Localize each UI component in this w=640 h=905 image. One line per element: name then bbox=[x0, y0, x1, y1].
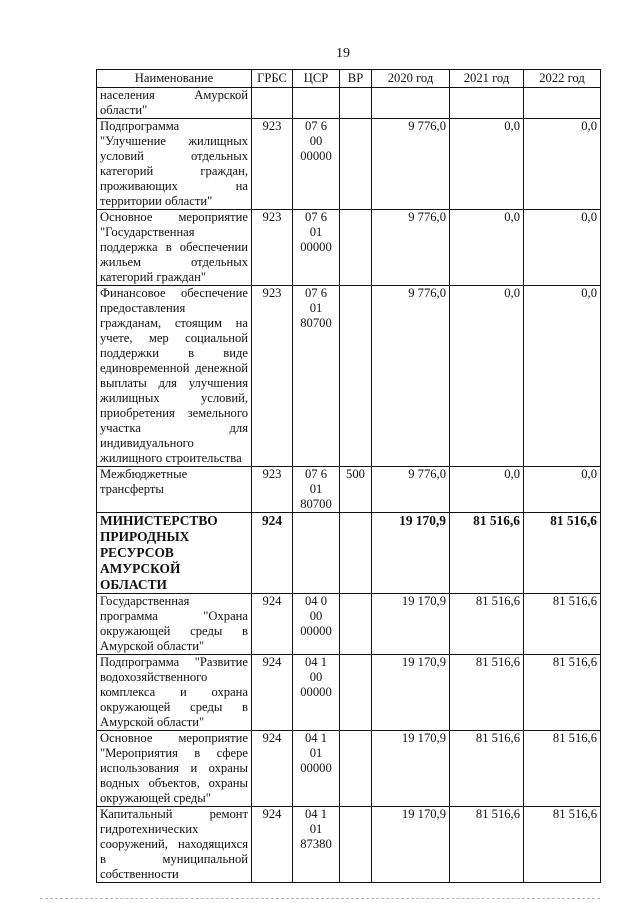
csr-part: 04 1 bbox=[304, 655, 328, 669]
row-csr bbox=[293, 119, 340, 210]
row-csr bbox=[293, 88, 340, 119]
row-2022: 0,0 bbox=[524, 286, 601, 467]
row-csr bbox=[293, 807, 340, 883]
csr-part: 00 bbox=[309, 670, 323, 684]
row-grbs bbox=[252, 88, 293, 119]
csr-part: 01 bbox=[309, 746, 323, 760]
row-name: МИНИСТЕРСТВО ПРИРОДНЫХ РЕСУРСОВ АМУРСКОЙ ОБЛАСТИ bbox=[97, 513, 252, 594]
csr-part: 04 1 bbox=[304, 807, 328, 821]
row-name: Подпрограмма "Улучшение жилищных условий отдельных категорий граждан, проживающих на территории области" bbox=[97, 119, 252, 210]
row-grbs: 924 bbox=[252, 513, 293, 594]
row-name: населения Амурской области" bbox=[97, 88, 252, 119]
row-2021: 81 516,6 bbox=[450, 513, 524, 594]
row-2022: 81 516,6 bbox=[524, 807, 601, 883]
row-name: Государственная программа "Охрана окружающей среды в Амурской области" bbox=[97, 594, 252, 655]
row-2022: 0,0 bbox=[524, 467, 601, 513]
row-2022: 81 516,6 bbox=[524, 513, 601, 594]
row-2020: 19 170,9 bbox=[372, 594, 450, 655]
table-row bbox=[97, 807, 601, 883]
csr-part: 00 bbox=[309, 134, 323, 148]
table-row bbox=[97, 655, 601, 731]
row-2021: 0,0 bbox=[450, 467, 524, 513]
table-row bbox=[97, 210, 601, 286]
row-name: Финансовое обеспечение предоставления гражданам, стоящим на учете, мер социальной поддержки в виде единовременной денежной выплаты для улучшения жилищных условий, приобретения земельного участка для индивидуального жилищного строительства bbox=[97, 286, 252, 467]
csr-part: 00000 bbox=[300, 240, 332, 254]
row-name: Межбюджетные трансферты bbox=[97, 467, 252, 513]
row-name: Капитальный ремонт гидротехнических сооружений, находящихся в муниципальной собственности bbox=[97, 807, 252, 883]
row-vr bbox=[340, 655, 372, 731]
row-2022: 81 516,6 bbox=[524, 655, 601, 731]
row-vr bbox=[340, 594, 372, 655]
row-name: Основное мероприятие "Государственная поддержка в обеспечении жильем отдельных категорий граждан" bbox=[97, 210, 252, 286]
row-vr bbox=[340, 119, 372, 210]
table-row bbox=[97, 594, 601, 655]
row-2020: 9 776,0 bbox=[372, 210, 450, 286]
row-csr bbox=[293, 210, 340, 286]
row-2022 bbox=[524, 88, 601, 119]
row-csr bbox=[293, 286, 340, 467]
row-2021: 81 516,6 bbox=[450, 807, 524, 883]
header-vr: ВР bbox=[340, 70, 372, 88]
row-csr bbox=[293, 655, 340, 731]
csr-part: 01 bbox=[309, 301, 323, 315]
csr-part: 00000 bbox=[300, 685, 332, 699]
row-name: Основное мероприятие "Мероприятия в сфере использования и охраны водных объектов, охраны окружающей среды" bbox=[97, 731, 252, 807]
header-grbs: ГРБС bbox=[252, 70, 293, 88]
row-vr: 500 bbox=[340, 467, 372, 513]
row-vr bbox=[340, 807, 372, 883]
row-vr bbox=[340, 286, 372, 467]
csr-part: 00 bbox=[309, 609, 323, 623]
csr-part: 07 6 bbox=[304, 119, 328, 133]
row-2020: 19 170,9 bbox=[372, 655, 450, 731]
row-2021: 0,0 bbox=[450, 119, 524, 210]
table-body bbox=[97, 88, 601, 883]
row-2020: 9 776,0 bbox=[372, 467, 450, 513]
header-2022: 2022 год bbox=[524, 70, 601, 88]
row-2020: 9 776,0 bbox=[372, 286, 450, 467]
budget-table bbox=[96, 69, 601, 883]
csr-part: 07 6 bbox=[304, 467, 328, 481]
csr-part: 80700 bbox=[300, 316, 332, 330]
table-row bbox=[97, 467, 601, 513]
row-2022: 81 516,6 bbox=[524, 731, 601, 807]
page-number: 19 bbox=[336, 46, 350, 61]
row-2020: 19 170,9 bbox=[372, 731, 450, 807]
row-csr bbox=[293, 731, 340, 807]
row-2021: 0,0 bbox=[450, 286, 524, 467]
csr-part: 00000 bbox=[300, 624, 332, 638]
table-row bbox=[97, 513, 601, 594]
row-2020: 19 170,9 bbox=[372, 807, 450, 883]
csr-part: 01 bbox=[309, 482, 323, 496]
row-csr bbox=[293, 513, 340, 594]
csr-part: 00000 bbox=[300, 149, 332, 163]
row-2022: 0,0 bbox=[524, 210, 601, 286]
row-2020 bbox=[372, 88, 450, 119]
csr-part: 01 bbox=[309, 225, 323, 239]
csr-part: 07 6 bbox=[304, 210, 328, 224]
header-csr: ЦСР bbox=[293, 70, 340, 88]
table-header-row bbox=[97, 70, 601, 88]
row-2021 bbox=[450, 88, 524, 119]
row-csr bbox=[293, 467, 340, 513]
row-2021: 81 516,6 bbox=[450, 594, 524, 655]
row-csr bbox=[293, 594, 340, 655]
header-name: Наименование bbox=[97, 70, 252, 88]
header-2021: 2021 год bbox=[450, 70, 524, 88]
row-grbs: 923 bbox=[252, 210, 293, 286]
csr-part: 87380 bbox=[300, 837, 332, 851]
row-grbs: 924 bbox=[252, 594, 293, 655]
row-2020: 9 776,0 bbox=[372, 119, 450, 210]
table-row bbox=[97, 286, 601, 467]
csr-part: 04 0 bbox=[304, 594, 328, 608]
row-grbs: 923 bbox=[252, 119, 293, 210]
row-vr bbox=[340, 210, 372, 286]
table-row bbox=[97, 731, 601, 807]
header-2020: 2020 год bbox=[372, 70, 450, 88]
csr-part: 01 bbox=[309, 822, 323, 836]
row-grbs: 924 bbox=[252, 807, 293, 883]
row-2021: 81 516,6 bbox=[450, 655, 524, 731]
row-vr bbox=[340, 731, 372, 807]
csr-part: 80700 bbox=[300, 497, 332, 511]
row-vr bbox=[340, 88, 372, 119]
scan-edge-line bbox=[40, 898, 600, 899]
row-grbs: 924 bbox=[252, 655, 293, 731]
row-grbs: 923 bbox=[252, 286, 293, 467]
csr-part: 00000 bbox=[300, 761, 332, 775]
csr-part: 07 6 bbox=[304, 286, 328, 300]
row-2022: 0,0 bbox=[524, 119, 601, 210]
table-row bbox=[97, 88, 601, 119]
row-2020: 19 170,9 bbox=[372, 513, 450, 594]
row-2022: 81 516,6 bbox=[524, 594, 601, 655]
row-vr bbox=[340, 513, 372, 594]
csr-part: 04 1 bbox=[304, 731, 328, 745]
table-row bbox=[97, 119, 601, 210]
row-name: Подпрограмма "Развитие водохозяйственного комплекса и охрана окружающей среды в Амурской области" bbox=[97, 655, 252, 731]
row-2021: 81 516,6 bbox=[450, 731, 524, 807]
row-grbs: 924 bbox=[252, 731, 293, 807]
row-grbs: 923 bbox=[252, 467, 293, 513]
row-2021: 0,0 bbox=[450, 210, 524, 286]
